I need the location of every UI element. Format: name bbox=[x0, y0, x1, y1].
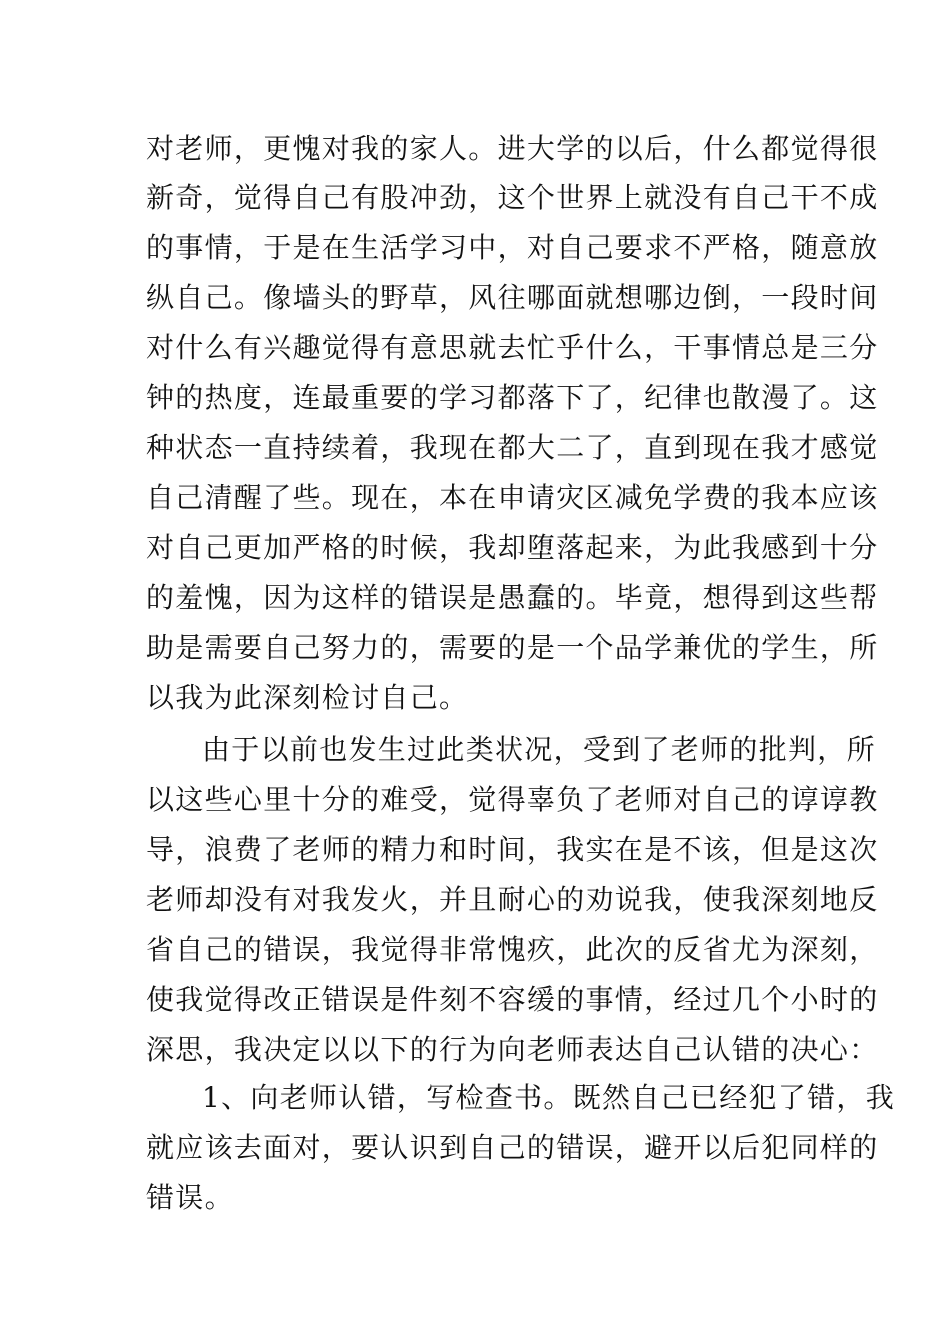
paragraph-2-line-4: 老师却没有对我发火，并且耐心的劝说我，使我深刻地反 bbox=[146, 883, 879, 916]
paragraph-3-line-2: 就应该去面对，要认识到自己的错误，避开以后犯同样的 bbox=[146, 1131, 879, 1164]
paragraph-3-line-3: 错误。 bbox=[146, 1181, 234, 1214]
paragraph-3-line-1: 1、向老师认错，写检查书。既然自己已经犯了错，我 bbox=[202, 1081, 896, 1114]
paragraph-1-line-10: 的羞愧，因为这样的错误是愚蠢的。毕竟，想得到这些帮 bbox=[146, 581, 879, 614]
paragraph-2-line-3: 导，浪费了老师的精力和时间，我实在是不该，但是这次 bbox=[146, 833, 879, 866]
paragraph-2-line-2: 以这些心里十分的难受，觉得辜负了老师对自己的谆谆教 bbox=[146, 783, 879, 816]
paragraph-1-line-11: 助是需要自己努力的，需要的是一个品学兼优的学生，所 bbox=[146, 631, 879, 664]
paragraph-2-line-7: 深思，我决定以以下的行为向老师表达自己认错的决心： bbox=[146, 1033, 879, 1066]
paragraph-1-line-9: 对自己更加严格的时候，我却堕落起来，为此我感到十分 bbox=[146, 531, 879, 564]
paragraph-1-line-7: 种状态一直持续着，我现在都大二了，直到现在我才感觉 bbox=[146, 431, 879, 464]
paragraph-2-line-5: 省自己的错误，我觉得非常愧疚，此次的反省尤为深刻， bbox=[146, 933, 879, 966]
paragraph-2-line-1: 由于以前也发生过此类状况，受到了老师的批判，所 bbox=[202, 733, 876, 766]
paragraph-1-line-1: 对老师，更愧对我的家人。进大学的以后，什么都觉得很 bbox=[146, 132, 879, 165]
paragraph-1-line-12: 以我为此深刻检讨自己。 bbox=[146, 681, 469, 714]
paragraph-1-line-8: 自己清醒了些。现在，本在申请灾区减免学费的我本应该 bbox=[146, 481, 879, 514]
paragraph-2-line-6: 使我觉得改正错误是件刻不容缓的事情，经过几个小时的 bbox=[146, 983, 879, 1016]
paragraph-1-line-5: 对什么有兴趣觉得有意思就去忙乎什么，干事情总是三分 bbox=[146, 331, 879, 364]
paragraph-1-line-2: 新奇，觉得自己有股冲劲，这个世界上就没有自己干不成 bbox=[146, 181, 879, 214]
paragraph-1-line-6: 钟的热度，连最重要的学习都落下了，纪律也散漫了。这 bbox=[146, 381, 879, 414]
paragraph-1-line-3: 的事情，于是在生活学习中，对自己要求不严格，随意放 bbox=[146, 231, 879, 264]
paragraph-1-line-4: 纵自己。像墙头的野草，风往哪面就想哪边倒，一段时间 bbox=[146, 281, 879, 314]
